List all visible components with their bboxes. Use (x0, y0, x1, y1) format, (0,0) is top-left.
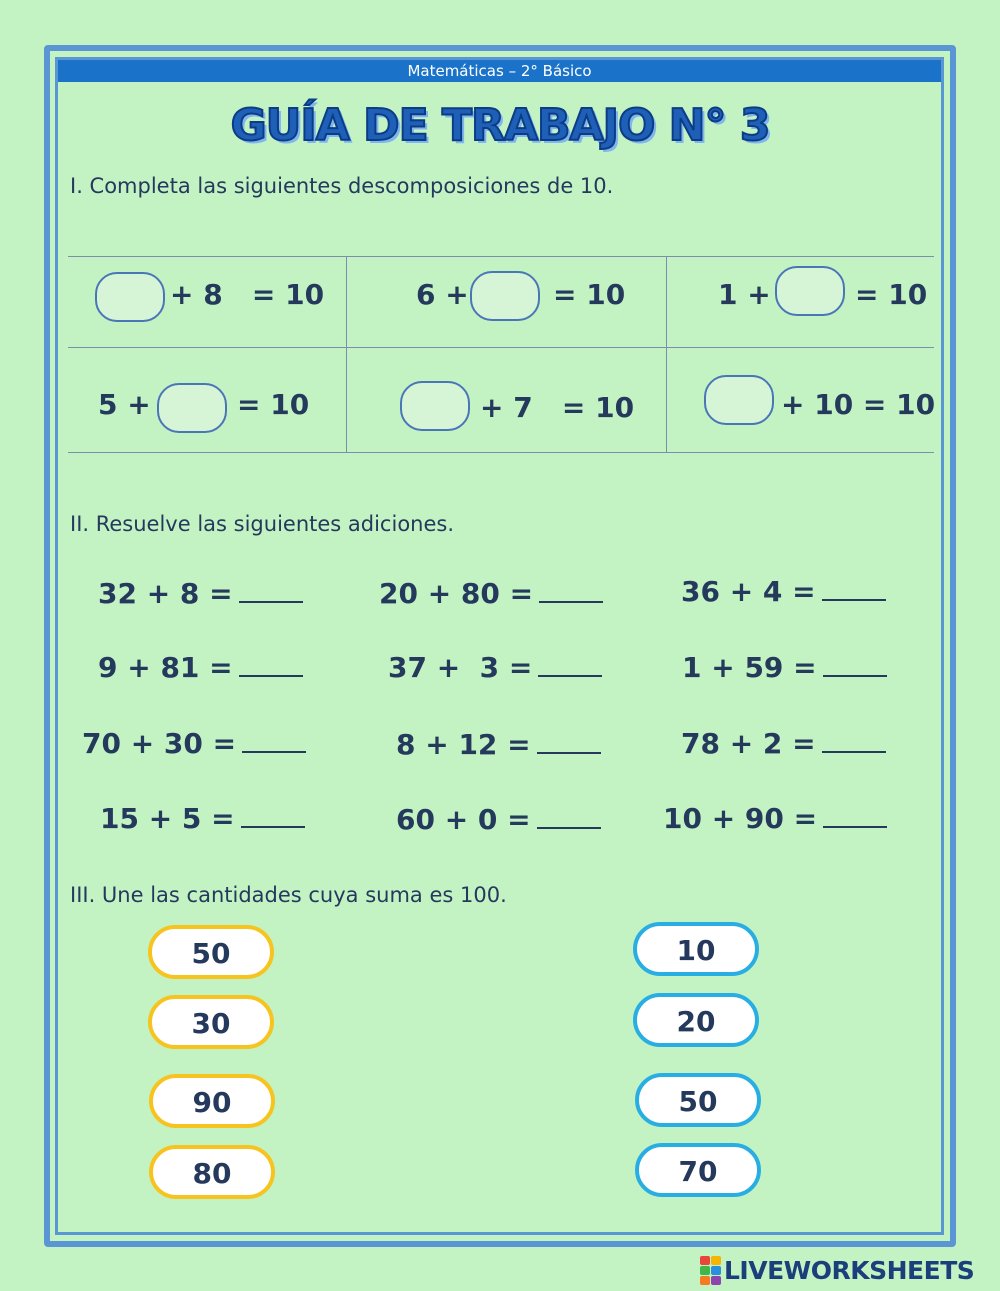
page-frame-inner (55, 57, 944, 1235)
grid-line-v1 (346, 256, 347, 452)
section3-instruction: III. Une las cantidades cuya suma es 100. (70, 883, 507, 907)
addition-12-text: 10 + 90 = (663, 802, 818, 835)
section2-instruction: II. Resuelve las siguientes adiciones. (70, 512, 455, 536)
addition-10-text: 15 + 5 = (100, 802, 235, 835)
equation-4-right: = 10 (237, 388, 310, 421)
addition-3 (681, 575, 886, 608)
answer-blank-1[interactable] (95, 272, 165, 322)
grid-line-v2 (666, 256, 667, 452)
equation-2-right: = 10 (553, 278, 626, 311)
left-quantity-4[interactable]: 80 (149, 1145, 275, 1199)
answer-line-11[interactable] (537, 826, 601, 829)
liveworksheets-logo-icon (700, 1256, 721, 1285)
grid-line-bottom (68, 452, 934, 453)
answer-blank-5[interactable] (400, 381, 470, 431)
addition-4-text: 9 + 81 = (98, 651, 233, 684)
answer-line-4[interactable] (239, 674, 303, 677)
grid-line-top (68, 256, 934, 257)
equation-3-right: = 10 (855, 278, 928, 311)
answer-line-9[interactable] (822, 750, 886, 753)
answer-line-7[interactable] (242, 750, 306, 753)
addition-4 (98, 651, 303, 684)
answer-line-10[interactable] (241, 825, 305, 828)
right-quantity-3[interactable]: 50 (635, 1073, 761, 1127)
addition-5-text: 37 + 3 = (388, 651, 533, 684)
header-subtitle: Matemáticas – 2° Básico (58, 60, 941, 82)
equation-2-left: 6 + (416, 278, 469, 311)
right-quantity-4[interactable]: 70 (635, 1143, 761, 1197)
addition-11-text: 60 + 0 = (396, 803, 531, 836)
answer-line-1[interactable] (239, 600, 303, 603)
addition-10 (100, 802, 305, 835)
addition-5 (388, 651, 602, 684)
right-quantity-2[interactable]: 20 (633, 993, 759, 1047)
addition-8-text: 8 + 12 = (396, 728, 531, 761)
equation-1: + 8 = 10 (170, 278, 325, 311)
addition-7-text: 70 + 30 = (82, 727, 237, 760)
addition-7 (82, 727, 306, 760)
answer-line-12[interactable] (823, 825, 887, 828)
section1-instruction: I. Completa las siguientes descomposiciones de 10. (70, 174, 614, 198)
answer-line-3[interactable] (822, 598, 886, 601)
addition-11 (396, 803, 601, 836)
answer-line-6[interactable] (823, 674, 887, 677)
addition-1 (98, 577, 303, 610)
right-quantity-1[interactable]: 10 (633, 922, 759, 976)
left-quantity-1[interactable]: 50 (148, 925, 274, 979)
equation-4-left: 5 + (98, 388, 151, 421)
addition-6 (682, 651, 887, 684)
addition-2 (379, 577, 603, 610)
answer-blank-2[interactable] (470, 271, 540, 321)
answer-blank-3[interactable] (775, 266, 845, 316)
addition-9 (681, 727, 886, 760)
answer-blank-6[interactable] (704, 375, 774, 425)
answer-line-5[interactable] (538, 674, 602, 677)
addition-3-text: 36 + 4 = (681, 575, 816, 608)
page-title: GUÍA DE TRABAJO N° 3 (230, 100, 770, 151)
grid-line-middle (68, 347, 934, 348)
addition-12 (663, 802, 887, 835)
equation-3-left: 1 + (718, 278, 771, 311)
addition-6-text: 1 + 59 = (682, 651, 817, 684)
liveworksheets-logo (700, 1256, 974, 1284)
addition-9-text: 78 + 2 = (681, 727, 816, 760)
equation-6: + 10 = 10 (781, 388, 936, 421)
answer-blank-4[interactable] (157, 383, 227, 433)
left-quantity-3[interactable]: 90 (149, 1074, 275, 1128)
left-quantity-2[interactable]: 30 (148, 995, 274, 1049)
equation-5: + 7 = 10 (480, 391, 635, 424)
addition-8 (396, 728, 601, 761)
addition-2-text: 20 + 80 = (379, 577, 534, 610)
answer-line-2[interactable] (539, 600, 603, 603)
answer-line-8[interactable] (537, 751, 601, 754)
addition-1-text: 32 + 8 = (98, 577, 233, 610)
liveworksheets-logo-text: LIVEWORKSHEETS (724, 1255, 975, 1285)
